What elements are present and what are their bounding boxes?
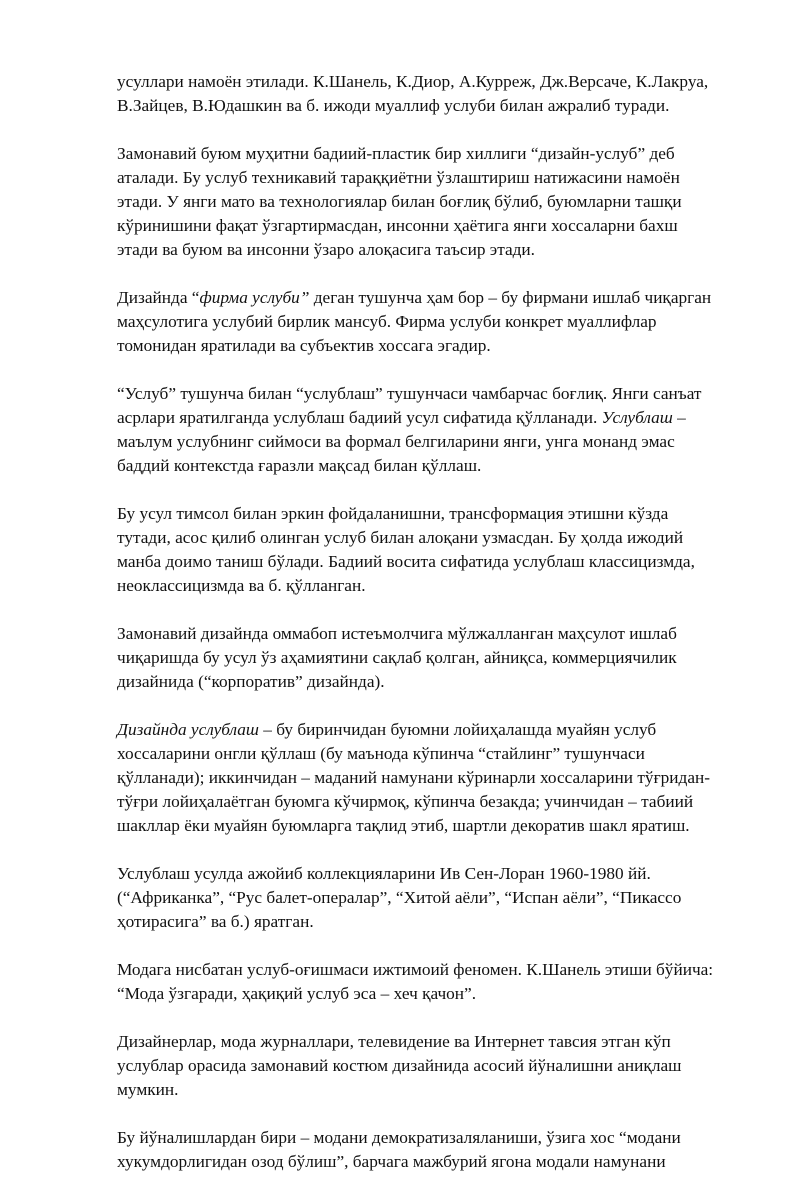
paragraph-6 (117, 622, 737, 694)
text-line: манба доимо таниш бўлади. Бадиий восита сифатида услублаш классицизмда, (117, 552, 695, 571)
text-line: хоссаларини онгли қўллаш (бу маънода кўпинча “стайлинг” тушунчаси (117, 744, 645, 763)
paragraph-3 (117, 286, 737, 358)
text-line: Замонавий буюм муҳитни бадиий-пластик бир хиллиги “дизайн-услуб” деб (117, 144, 675, 163)
text-line (117, 286, 737, 310)
text-line: этади. У янги мато ва технологиялар билан боғлиқ бўлиб, буюмларни ташқи (117, 192, 682, 211)
text-segment: асрлари яратилганда услублаш бадиий усул сифатида қўлланади. (117, 408, 602, 427)
text-line: қўлланади); иккинчидан – маданий намунани кўринарли хоссаларини тўғридан- (117, 768, 711, 787)
text-line: ҳотирасига” ва б.) яратган. (117, 912, 314, 931)
text-line: кўринишини фақат ўзгартирмасдан, инсонни ҳаётига янги хоссаларни бахш (117, 216, 678, 235)
text-line: неоклассицизмда ва б. қўлланган. (117, 576, 366, 595)
text-line: тўғри лойиҳалаётган буюмга кўчирмоқ, кўпинча безакда; учинчидан – табиий (117, 792, 694, 811)
text-line: хукумдорлигидан озод бўлиш”, барчага мажбурий ягона модали намунани (117, 1152, 666, 1171)
text-segment: Дизайнда “ (117, 288, 200, 307)
italic-term: Услублаш (601, 408, 673, 427)
text-line: этади ва буюм ва инсонни ўзаро алоқасига таъсир этади. (117, 240, 535, 259)
italic-term: Дизайнда услублаш (117, 720, 259, 739)
text-line: “Услуб” тушунча билан “услублаш” тушунчаси чамбарчас боғлиқ. Янги санъат (117, 384, 702, 403)
text-line (117, 406, 737, 430)
paragraph-10 (117, 1030, 737, 1102)
paragraph-5 (117, 502, 737, 598)
text-line: (“Африканка”, “Рус балет-опералар”, “Хитой аёли”, “Испан аёли”, “Пикассо (117, 888, 682, 907)
paragraph-9 (117, 958, 737, 1006)
text-line: Дизайнерлар, мода журналлари, телевидение ва Интернет тавсия этган кўп (117, 1032, 671, 1051)
text-line: шакллар ёки муайян буюмларга тақлид этиб, шартли декоратив шакл яратиш. (117, 816, 690, 835)
paragraph-7 (117, 718, 737, 838)
text-segment: деган тушунча ҳам бор – бу фирмани ишлаб чиқарган (309, 288, 712, 307)
paragraph-1 (117, 70, 737, 118)
text-line: мумкин. (117, 1080, 179, 1099)
italic-term: фирма услуби” (199, 288, 310, 307)
text-segment: – (672, 408, 686, 427)
text-line: услублар орасида замонавий костюм дизайнида асосий йўналишни аниқлаш (117, 1056, 682, 1075)
text-line: чиқаришда бу усул ўз аҳамиятини сақлаб қолган, айниқса, коммерциячилик (117, 648, 677, 667)
text-line: баддий контекстда ғаразли мақсад билан қўллаш. (117, 456, 482, 475)
text-line (117, 718, 737, 742)
text-line: Бу усул тимсол билан эркин фойдаланишни, трансформация этишни кўзда (117, 504, 669, 523)
document-body (117, 70, 737, 1198)
text-line: В.Зайцев, В.Юдашкин ва б. ижоди муаллиф услуби билан ажралиб туради. (117, 96, 670, 115)
paragraph-4 (117, 382, 737, 478)
paragraph-8 (117, 862, 737, 934)
text-line: дизайнида (“корпоратив” дизайнда). (117, 672, 385, 691)
text-line: маълум услубнинг сиймоси ва формал белгиларини янги, унга монанд эмас (117, 432, 675, 451)
text-line: Услублаш усулда ажойиб коллекцияларини Ив Сен-Лоран 1960-1980 йй. (117, 864, 651, 883)
text-line: Замонавий дизайнда оммабоп истеъмолчига мўлжалланган маҳсулот ишлаб (117, 624, 677, 643)
text-line: тутади, асос қилиб олинган услуб билан алоқани узмасдан. Бу ҳолда ижодий (117, 528, 684, 547)
text-line: томонидан яратилади ва субъектив хоссага эгадир. (117, 336, 491, 355)
text-line: маҳсулотига услубий бирлик мансуб. Фирма услуби конкрет муаллифлар (117, 312, 657, 331)
paragraph-11 (117, 1126, 737, 1174)
text-line: усуллари намоён этилади. К.Шанель, К.Диор, А.Курреж, Дж.Версаче, К.Лакруа, (117, 72, 709, 91)
text-segment: – бу биринчидан буюмни лойиҳалашда муайян услуб (258, 720, 657, 739)
text-line: аталади. Бу услуб техникавий тараққиётни ўзлаштириш натижасини намоён (117, 168, 680, 187)
text-line: Бу йўналишлардан бири – модани демократизаляланиши, ўзига хос “модани (117, 1128, 681, 1147)
paragraph-2 (117, 142, 737, 262)
text-line: “Мода ўзгаради, ҳақиқий услуб эса – хеч қачон”. (117, 984, 477, 1003)
text-line: Модага нисбатан услуб-оғишмаси ижтимоий феномен. К.Шанель этиши бўйича: (117, 960, 714, 979)
